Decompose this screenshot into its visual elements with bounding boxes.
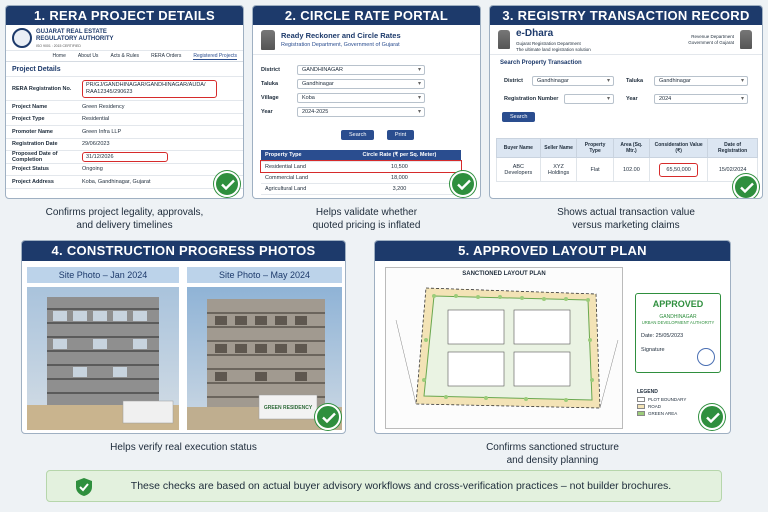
circle-rate-panel xyxy=(252,5,481,199)
consideration-value: 65,50,000 xyxy=(659,163,697,177)
rera-logo-icon xyxy=(12,28,32,48)
layout-plan-drawing xyxy=(385,267,623,429)
verified-check-icon xyxy=(733,174,759,199)
taluka-field: Taluka Gandhinagar ▾ xyxy=(253,77,480,91)
registry-year-select[interactable]: 2024 ▾ xyxy=(654,94,748,104)
legend-item: PLOT BOUNDARY xyxy=(637,397,686,402)
circle-rate-table xyxy=(261,150,461,195)
row-registration-no: RERA Registration No. PR/GJ/GANDHINAGAR/GANDHINAGAR/AUDA/ RAA12345/290623 xyxy=(6,77,243,101)
stamp-date: Date: 25/05/2023 xyxy=(641,333,684,339)
row-project-status: Project Status Ongoing xyxy=(6,164,243,177)
row-completion-date: Proposed Date of Completion 31/12/2026 xyxy=(6,151,243,164)
registry-panel xyxy=(489,5,763,199)
table-row: Commercial Land 18,000 xyxy=(261,172,461,183)
layout-plan-panel xyxy=(374,240,731,434)
nav-orders[interactable]: RERA Orders xyxy=(151,53,182,59)
transaction-table xyxy=(496,138,758,182)
rera-caption: Confirms project legality, approvals, and delivery timelines xyxy=(45,207,204,231)
registry-district-select[interactable]: Gandhinagar ▾ xyxy=(532,76,614,86)
photo-jan-label: Site Photo – Jan 2024 xyxy=(27,267,179,283)
construction-panel-title: 4. CONSTRUCTION PROGRESS PHOTOS xyxy=(22,241,345,261)
stamp-title: APPROVED xyxy=(652,299,704,309)
circle-rate-subheading: Registration Department, Government of Gujarat xyxy=(281,42,400,48)
nav-registered[interactable]: Registered Projects xyxy=(193,52,237,59)
registration-number-select[interactable] xyxy=(564,94,614,104)
circle-rate-heading: Ready Reckoner and Circle Rates xyxy=(281,31,401,40)
project-details-table xyxy=(6,76,243,189)
stamp-signature: Signature xyxy=(641,347,665,353)
verified-check-icon xyxy=(699,404,725,430)
district-field: District GANDHINAGAR ▾ xyxy=(253,63,480,77)
banner-text: These checks are based on actual buyer advisory workflows and cross-verification practices – not builder brochures. xyxy=(130,480,672,492)
nav-acts[interactable]: Acts & Rules xyxy=(110,53,140,59)
registry-form: District Gandhinagar ▾ Taluka Gandhinagar ▾ Registration Number ▾ Year 2024 ▾ Search xyxy=(490,66,762,124)
circle-rate-actions xyxy=(253,119,480,141)
year-field: Year 2024-2025 ▾ xyxy=(253,105,480,119)
rera-header xyxy=(6,25,243,51)
layout-plan-caption: Confirms sanctioned structure and density planning xyxy=(486,442,619,466)
construction-panel xyxy=(21,240,346,434)
shield-check-icon xyxy=(75,477,93,500)
circle-rate-header xyxy=(253,25,480,55)
district-select[interactable]: GANDHINAGAR ▾ xyxy=(297,65,425,75)
row-promoter: Promoter Name Green Infra LLP xyxy=(6,126,243,139)
village-select[interactable]: Koba ▾ xyxy=(297,93,425,103)
site-plan-illustration xyxy=(386,280,622,428)
seal-icon xyxy=(697,348,715,366)
hoarding-label: GREEN RESIDENCY xyxy=(263,405,313,411)
circle-rate-form xyxy=(253,55,480,141)
legend: LEGEND PLOT BOUNDARY ROAD GREEN AREA xyxy=(637,389,687,416)
verified-check-icon xyxy=(315,404,341,430)
nav-about[interactable]: About Us xyxy=(77,53,99,59)
registry-caption: Shows actual transaction value versus marketing claims xyxy=(557,207,695,231)
plan-title: SANCTIONED LAYOUT PLAN xyxy=(462,271,546,277)
edhara-brand: e-Dhara xyxy=(516,28,554,39)
nav-home[interactable]: Home xyxy=(52,53,66,59)
rera-panel xyxy=(5,5,244,199)
row-registration-date: Registration Date 29/06/2023 xyxy=(6,139,243,152)
verified-check-icon xyxy=(214,171,240,197)
table-header: Buyer Name Seller Name Property Type Area (Sq. Mtr.) Consideration Value (₹) Date of Registration xyxy=(497,139,758,158)
print-button[interactable]: Print xyxy=(387,130,414,140)
row-project-name: Project Name Green Residency xyxy=(6,101,243,114)
site-photo-jan xyxy=(27,287,179,430)
table-header: Property Type Circle Rate (₹ per Sq. Meter) xyxy=(261,150,461,161)
row-project-type: Project Type Residential xyxy=(6,114,243,127)
table-row: Agricultural Land 3,200 xyxy=(261,183,461,194)
legend-item: GREEN AREA xyxy=(637,411,686,416)
circle-rate-caption: Helps validate whether quoted pricing is inflated xyxy=(312,207,421,231)
row-project-address: Project Address Koba, Gandhinagar, Gujarat xyxy=(6,176,243,189)
search-button[interactable]: Search xyxy=(341,130,374,140)
table-row: ABC Developers XYZ Holdings Flat 102.00 65,50,000 15/02/2024 xyxy=(497,158,758,182)
table-row: Residential Land 10,500 xyxy=(261,161,461,172)
footer-banner xyxy=(46,470,722,502)
emblem-icon xyxy=(261,30,275,50)
building-frame-illustration xyxy=(27,287,179,430)
rera-nav xyxy=(6,51,243,62)
layout-plan-panel-title: 5. APPROVED LAYOUT PLAN xyxy=(375,241,730,261)
village-field: Village Koba ▾ xyxy=(253,91,480,105)
emblem-icon xyxy=(498,30,510,49)
search-transaction-heading: Search Property Transaction xyxy=(500,60,582,66)
circle-rate-panel-title: 2. CIRCLE RATE PORTAL xyxy=(253,6,480,25)
construction-caption: Helps verify real execution status xyxy=(110,442,257,453)
completion-date-value: 31/12/2026 xyxy=(82,152,168,162)
photo-may-label: Site Photo – May 2024 xyxy=(187,267,342,283)
taluka-select[interactable]: Gandhinagar ▾ xyxy=(297,79,425,89)
registration-no-value: PR/GJ/GANDHINAGAR/GANDHINAGAR/AUDA/ RAA12345/290623 xyxy=(82,80,217,98)
emblem-icon xyxy=(740,30,752,49)
rera-org-name: GUJARAT REAL ESTATE REGULATORY AUTHORITY ISO 9001 : 2015 CERTIFIED xyxy=(36,29,114,48)
edhara-header: e-Dhara Gujarat Registration Department The ultimate land registration solution Revenue Department Government of Gujarat xyxy=(490,25,762,55)
rera-panel-title: 1. RERA PROJECT DETAILS xyxy=(6,6,243,25)
registry-taluka-select[interactable]: Gandhinagar ▾ xyxy=(654,76,748,86)
project-details-title: Project Details xyxy=(12,66,61,73)
verified-check-icon xyxy=(450,171,476,197)
year-select[interactable]: 2024-2025 ▾ xyxy=(297,107,425,117)
approval-stamp: APPROVED GANDHINAGAR URBAN DEVELOPMENT AUTHORITY Date: 25/05/2023 Signature xyxy=(635,293,721,373)
registry-panel-title: 3. REGISTRY TRANSACTION RECORD xyxy=(490,6,762,25)
registry-search-button[interactable]: Search xyxy=(502,112,535,122)
legend-item: ROAD xyxy=(637,404,686,409)
